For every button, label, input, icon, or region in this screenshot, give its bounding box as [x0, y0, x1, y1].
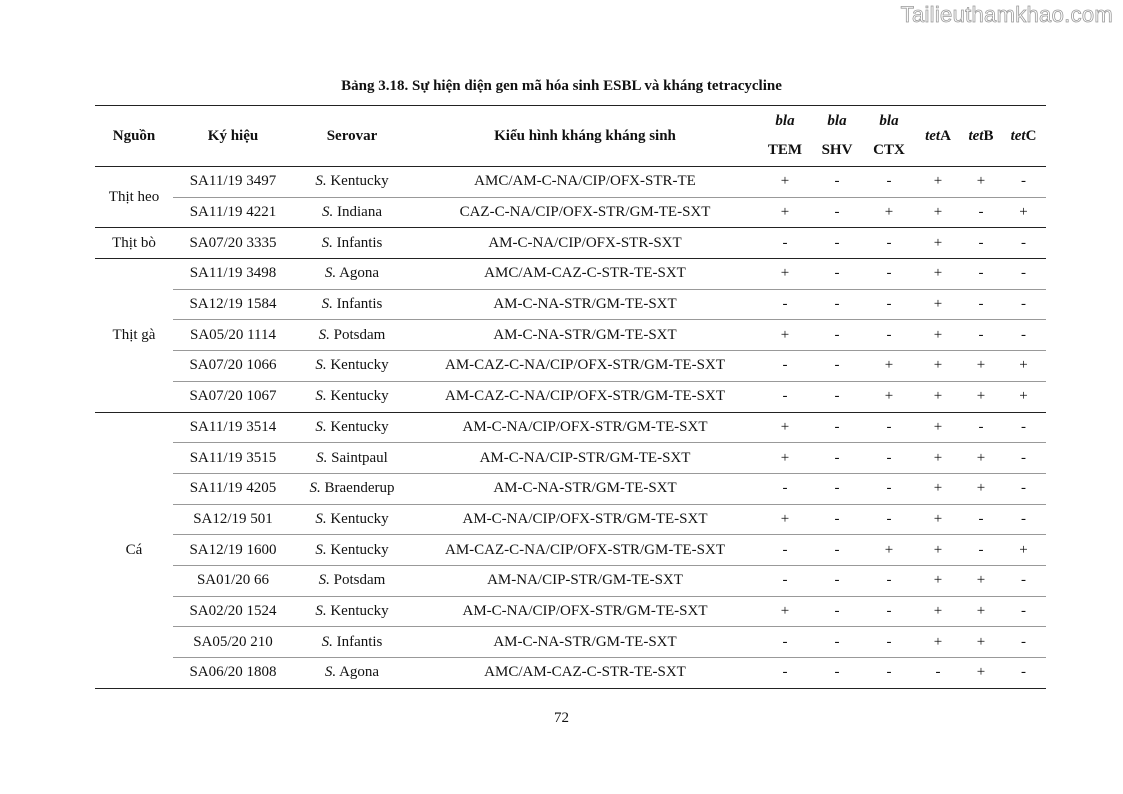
header-serovar: Serovar	[293, 106, 411, 167]
phenotype-cell: AM-C-NA-STR/GM-TE-SXT	[411, 320, 759, 351]
phenotype-cell: CAZ-C-NA/CIP/OFX-STR/GM-TE-SXT	[411, 197, 759, 228]
tetc-cell: -	[1001, 289, 1046, 320]
tetb-cell: +	[961, 381, 1001, 412]
code-cell: SA11/19 4221	[173, 197, 293, 228]
ctx-cell: -	[863, 473, 915, 504]
header-tetb-letter: B	[983, 127, 994, 144]
ctx-cell: +	[863, 535, 915, 566]
table-row	[95, 443, 1046, 474]
tem-cell: +	[759, 412, 811, 443]
tetc-cell: -	[1001, 658, 1046, 689]
header-tet-prefix: tet	[968, 127, 984, 144]
teta-cell: +	[915, 535, 961, 566]
header-teta-letter: A	[940, 127, 951, 144]
phenotype-cell: AM-C-NA/CIP/OFX-STR-SXT	[411, 228, 759, 259]
tetc-cell: -	[1001, 412, 1046, 443]
table-row	[95, 627, 1046, 658]
phenotype-cell: AM-C-NA/CIP/OFX-STR/GM-TE-SXT	[411, 412, 759, 443]
shv-cell: -	[811, 473, 863, 504]
teta-cell: +	[915, 167, 961, 198]
table-row	[95, 228, 1046, 259]
tetc-cell: +	[1001, 351, 1046, 382]
serovar-cell	[293, 473, 411, 504]
header-tetc	[1001, 106, 1046, 167]
genus-abbrev: S.	[315, 357, 327, 374]
code-cell: SA11/19 3514	[173, 412, 293, 443]
esbl-tetracycline-table	[95, 105, 1046, 689]
serovar-cell	[293, 351, 411, 382]
header-source: Nguồn	[95, 106, 173, 167]
serovar-name: Kentucky	[330, 173, 389, 190]
genus-abbrev: S.	[322, 204, 334, 221]
tetc-cell: -	[1001, 443, 1046, 474]
genus-abbrev: S.	[318, 326, 330, 343]
shv-cell: -	[811, 504, 863, 535]
table-row	[95, 565, 1046, 596]
tetc-cell: +	[1001, 535, 1046, 566]
phenotype-cell: AM-C-NA-STR/GM-TE-SXT	[411, 627, 759, 658]
tetb-cell: -	[961, 535, 1001, 566]
teta-cell: +	[915, 627, 961, 658]
genus-abbrev: S.	[315, 418, 327, 435]
phenotype-cell: AM-C-NA-STR/GM-TE-SXT	[411, 473, 759, 504]
shv-cell: -	[811, 658, 863, 689]
teta-cell: +	[915, 228, 961, 259]
teta-cell: +	[915, 565, 961, 596]
tem-cell: -	[759, 289, 811, 320]
shv-cell: -	[811, 228, 863, 259]
ctx-cell: -	[863, 627, 915, 658]
phenotype-cell: AM-CAZ-C-NA/CIP/OFX-STR/GM-TE-SXT	[411, 351, 759, 382]
table-row	[95, 473, 1046, 504]
ctx-cell: -	[863, 565, 915, 596]
phenotype-cell: AMC/AM-C-NA/CIP/OFX-STR-TE	[411, 167, 759, 198]
header-bla-shv	[811, 106, 863, 167]
table-row	[95, 167, 1046, 198]
tetb-cell: +	[961, 167, 1001, 198]
phenotype-cell: AMC/AM-CAZ-C-STR-TE-SXT	[411, 259, 759, 290]
table-row	[95, 320, 1046, 351]
tetc-cell: +	[1001, 197, 1046, 228]
code-cell: SA11/19 4205	[173, 473, 293, 504]
tetb-cell: +	[961, 596, 1001, 627]
teta-cell: +	[915, 259, 961, 290]
tetc-cell: -	[1001, 627, 1046, 658]
teta-cell: +	[915, 381, 961, 412]
source-cell: Thịt heo	[95, 167, 173, 228]
code-cell: SA05/20 1114	[173, 320, 293, 351]
serovar-cell	[293, 197, 411, 228]
ctx-cell: -	[863, 289, 915, 320]
tetb-cell: +	[961, 351, 1001, 382]
genus-abbrev: S.	[315, 510, 327, 527]
teta-cell: +	[915, 412, 961, 443]
teta-cell: +	[915, 320, 961, 351]
serovar-name: Agona	[339, 664, 380, 681]
shv-cell: -	[811, 381, 863, 412]
serovar-name: Infantis	[336, 296, 383, 313]
tetb-cell: +	[961, 443, 1001, 474]
code-cell: SA12/19 501	[173, 504, 293, 535]
tem-cell: +	[759, 197, 811, 228]
header-shv: SHV	[821, 142, 853, 158]
genus-abbrev: S.	[315, 602, 327, 619]
phenotype-cell: AM-CAZ-C-NA/CIP/OFX-STR/GM-TE-SXT	[411, 535, 759, 566]
teta-cell: +	[915, 596, 961, 627]
serovar-name: Saintpaul	[331, 449, 388, 466]
shv-cell: -	[811, 627, 863, 658]
table-body	[95, 167, 1046, 689]
serovar-name: Braenderup	[324, 480, 395, 497]
serovar-name: Kentucky	[330, 602, 389, 619]
table-row	[95, 289, 1046, 320]
serovar-cell	[293, 167, 411, 198]
serovar-name: Potsdam	[333, 572, 386, 589]
header-teta	[915, 106, 961, 167]
ctx-cell: +	[863, 381, 915, 412]
shv-cell: -	[811, 197, 863, 228]
header-bla-tem	[759, 106, 811, 167]
shv-cell: -	[811, 596, 863, 627]
tetb-cell: -	[961, 289, 1001, 320]
header-tetb	[961, 106, 1001, 167]
tetb-cell: -	[961, 197, 1001, 228]
table-row	[95, 596, 1046, 627]
header-bla-prefix: bla	[827, 113, 847, 129]
shv-cell: -	[811, 320, 863, 351]
tetc-cell: -	[1001, 167, 1046, 198]
table-header	[95, 106, 1046, 167]
code-cell: SA11/19 3498	[173, 259, 293, 290]
serovar-name: Infantis	[336, 234, 383, 251]
serovar-name: Kentucky	[330, 510, 389, 527]
table-row	[95, 412, 1046, 443]
header-bla-prefix: bla	[879, 113, 899, 129]
teta-cell: +	[915, 443, 961, 474]
phenotype-cell: AM-NA/CIP-STR/GM-TE-SXT	[411, 565, 759, 596]
ctx-cell: -	[863, 228, 915, 259]
tem-cell: -	[759, 381, 811, 412]
header-bla-prefix: bla	[775, 113, 795, 129]
teta-cell: +	[915, 197, 961, 228]
code-cell: SA11/19 3515	[173, 443, 293, 474]
teta-cell: +	[915, 351, 961, 382]
tetb-cell: +	[961, 658, 1001, 689]
shv-cell: -	[811, 565, 863, 596]
genus-abbrev: S.	[318, 572, 330, 589]
ctx-cell: -	[863, 443, 915, 474]
shv-cell: -	[811, 412, 863, 443]
phenotype-cell: AM-CAZ-C-NA/CIP/OFX-STR/GM-TE-SXT	[411, 381, 759, 412]
serovar-name: Infantis	[336, 633, 383, 650]
source-cell: Cá	[95, 412, 173, 688]
ctx-cell: -	[863, 412, 915, 443]
serovar-cell	[293, 259, 411, 290]
code-cell: SA12/19 1584	[173, 289, 293, 320]
tetb-cell: -	[961, 320, 1001, 351]
tetc-cell: -	[1001, 565, 1046, 596]
code-cell: SA05/20 210	[173, 627, 293, 658]
header-bla-ctx	[863, 106, 915, 167]
tetb-cell: +	[961, 627, 1001, 658]
tetc-cell: -	[1001, 320, 1046, 351]
genus-abbrev: S.	[315, 388, 327, 405]
shv-cell: -	[811, 535, 863, 566]
phenotype-cell: AM-C-NA-STR/GM-TE-SXT	[411, 289, 759, 320]
teta-cell: +	[915, 289, 961, 320]
ctx-cell: -	[863, 658, 915, 689]
table-caption: Bảng 3.18. Sự hiện diện gen mã hóa sinh ESBL và kháng tetracycline	[341, 78, 782, 94]
tem-cell: -	[759, 228, 811, 259]
ctx-cell: -	[863, 504, 915, 535]
source-cell: Thịt bò	[95, 228, 173, 259]
genus-abbrev: S.	[316, 449, 328, 466]
header-phenotype: Kiểu hình kháng kháng sinh	[411, 106, 759, 167]
serovar-cell	[293, 412, 411, 443]
tetc-cell: +	[1001, 381, 1046, 412]
table-row	[95, 197, 1046, 228]
table-row	[95, 504, 1046, 535]
tetb-cell: -	[961, 504, 1001, 535]
genus-abbrev: S.	[315, 173, 327, 190]
teta-cell: +	[915, 473, 961, 504]
table-row	[95, 259, 1046, 290]
code-cell: SA06/20 1808	[173, 658, 293, 689]
tetc-cell: -	[1001, 596, 1046, 627]
shv-cell: -	[811, 167, 863, 198]
phenotype-cell: AM-C-NA/CIP-STR/GM-TE-SXT	[411, 443, 759, 474]
tetc-cell: -	[1001, 228, 1046, 259]
code-cell: SA02/20 1524	[173, 596, 293, 627]
teta-cell: +	[915, 504, 961, 535]
ctx-cell: -	[863, 320, 915, 351]
tetb-cell: -	[961, 259, 1001, 290]
tem-cell: -	[759, 473, 811, 504]
serovar-cell	[293, 596, 411, 627]
tem-cell: -	[759, 351, 811, 382]
phenotype-cell: AM-C-NA/CIP/OFX-STR/GM-TE-SXT	[411, 504, 759, 535]
table-row	[95, 535, 1046, 566]
tetb-cell: -	[961, 228, 1001, 259]
phenotype-cell: AM-C-NA/CIP/OFX-STR/GM-TE-SXT	[411, 596, 759, 627]
tem-cell: +	[759, 596, 811, 627]
serovar-name: Potsdam	[333, 326, 386, 343]
serovar-name: Kentucky	[330, 418, 389, 435]
header-tet-prefix: tet	[925, 127, 941, 144]
ctx-cell: -	[863, 259, 915, 290]
table-row	[95, 658, 1046, 689]
code-cell: SA07/20 3335	[173, 228, 293, 259]
header-tetc-letter: C	[1025, 127, 1037, 144]
page-number: 72	[554, 710, 569, 726]
serovar-cell	[293, 289, 411, 320]
tetb-cell: +	[961, 565, 1001, 596]
serovar-cell	[293, 658, 411, 689]
code-cell: SA01/20 66	[173, 565, 293, 596]
tem-cell: -	[759, 658, 811, 689]
code-cell: SA12/19 1600	[173, 535, 293, 566]
tetc-cell: -	[1001, 473, 1046, 504]
tetc-cell: -	[1001, 504, 1046, 535]
genus-abbrev: S.	[324, 664, 337, 681]
header-tet-prefix: tet	[1010, 127, 1026, 144]
tem-cell: -	[759, 565, 811, 596]
tetb-cell: +	[961, 473, 1001, 504]
shv-cell: -	[811, 443, 863, 474]
tem-cell: +	[759, 320, 811, 351]
tem-cell: -	[759, 535, 811, 566]
serovar-cell	[293, 565, 411, 596]
tem-cell: +	[759, 443, 811, 474]
tetb-cell: -	[961, 412, 1001, 443]
serovar-cell	[293, 228, 411, 259]
header-ctx: CTX	[873, 142, 905, 158]
tem-cell: +	[759, 167, 811, 198]
tem-cell: -	[759, 627, 811, 658]
shv-cell: -	[811, 351, 863, 382]
phenotype-cell: AMC/AM-CAZ-C-STR-TE-SXT	[411, 658, 759, 689]
table-row	[95, 351, 1046, 382]
table-row	[95, 381, 1046, 412]
genus-abbrev: S.	[321, 296, 333, 313]
tetc-cell: -	[1001, 259, 1046, 290]
genus-abbrev: S.	[315, 541, 327, 558]
code-cell: SA07/20 1066	[173, 351, 293, 382]
serovar-cell	[293, 627, 411, 658]
genus-abbrev: S.	[321, 234, 333, 251]
serovar-name: Kentucky	[330, 388, 389, 405]
code-cell: SA11/19 3497	[173, 167, 293, 198]
genus-abbrev: S.	[309, 480, 321, 497]
ctx-cell: -	[863, 167, 915, 198]
header-tem: TEM	[767, 142, 803, 158]
teta-cell: -	[915, 658, 961, 689]
header-code: Ký hiệu	[173, 106, 293, 167]
genus-abbrev: S.	[321, 633, 333, 650]
genus-abbrev: S.	[324, 265, 337, 282]
serovar-cell	[293, 443, 411, 474]
serovar-cell	[293, 535, 411, 566]
shv-cell: -	[811, 289, 863, 320]
serovar-cell	[293, 320, 411, 351]
serovar-name: Kentucky	[330, 357, 389, 374]
tem-cell: +	[759, 259, 811, 290]
code-cell: SA07/20 1067	[173, 381, 293, 412]
serovar-name: Agona	[339, 265, 380, 282]
serovar-cell	[293, 381, 411, 412]
source-cell: Thịt gà	[95, 259, 173, 412]
shv-cell: -	[811, 259, 863, 290]
ctx-cell: +	[863, 197, 915, 228]
tem-cell: +	[759, 504, 811, 535]
ctx-cell: +	[863, 351, 915, 382]
serovar-name: Kentucky	[330, 541, 389, 558]
serovar-cell	[293, 504, 411, 535]
serovar-name: Indiana	[337, 204, 382, 221]
ctx-cell: -	[863, 596, 915, 627]
watermark: Tailieuthamkhao.com	[900, 2, 1113, 27]
